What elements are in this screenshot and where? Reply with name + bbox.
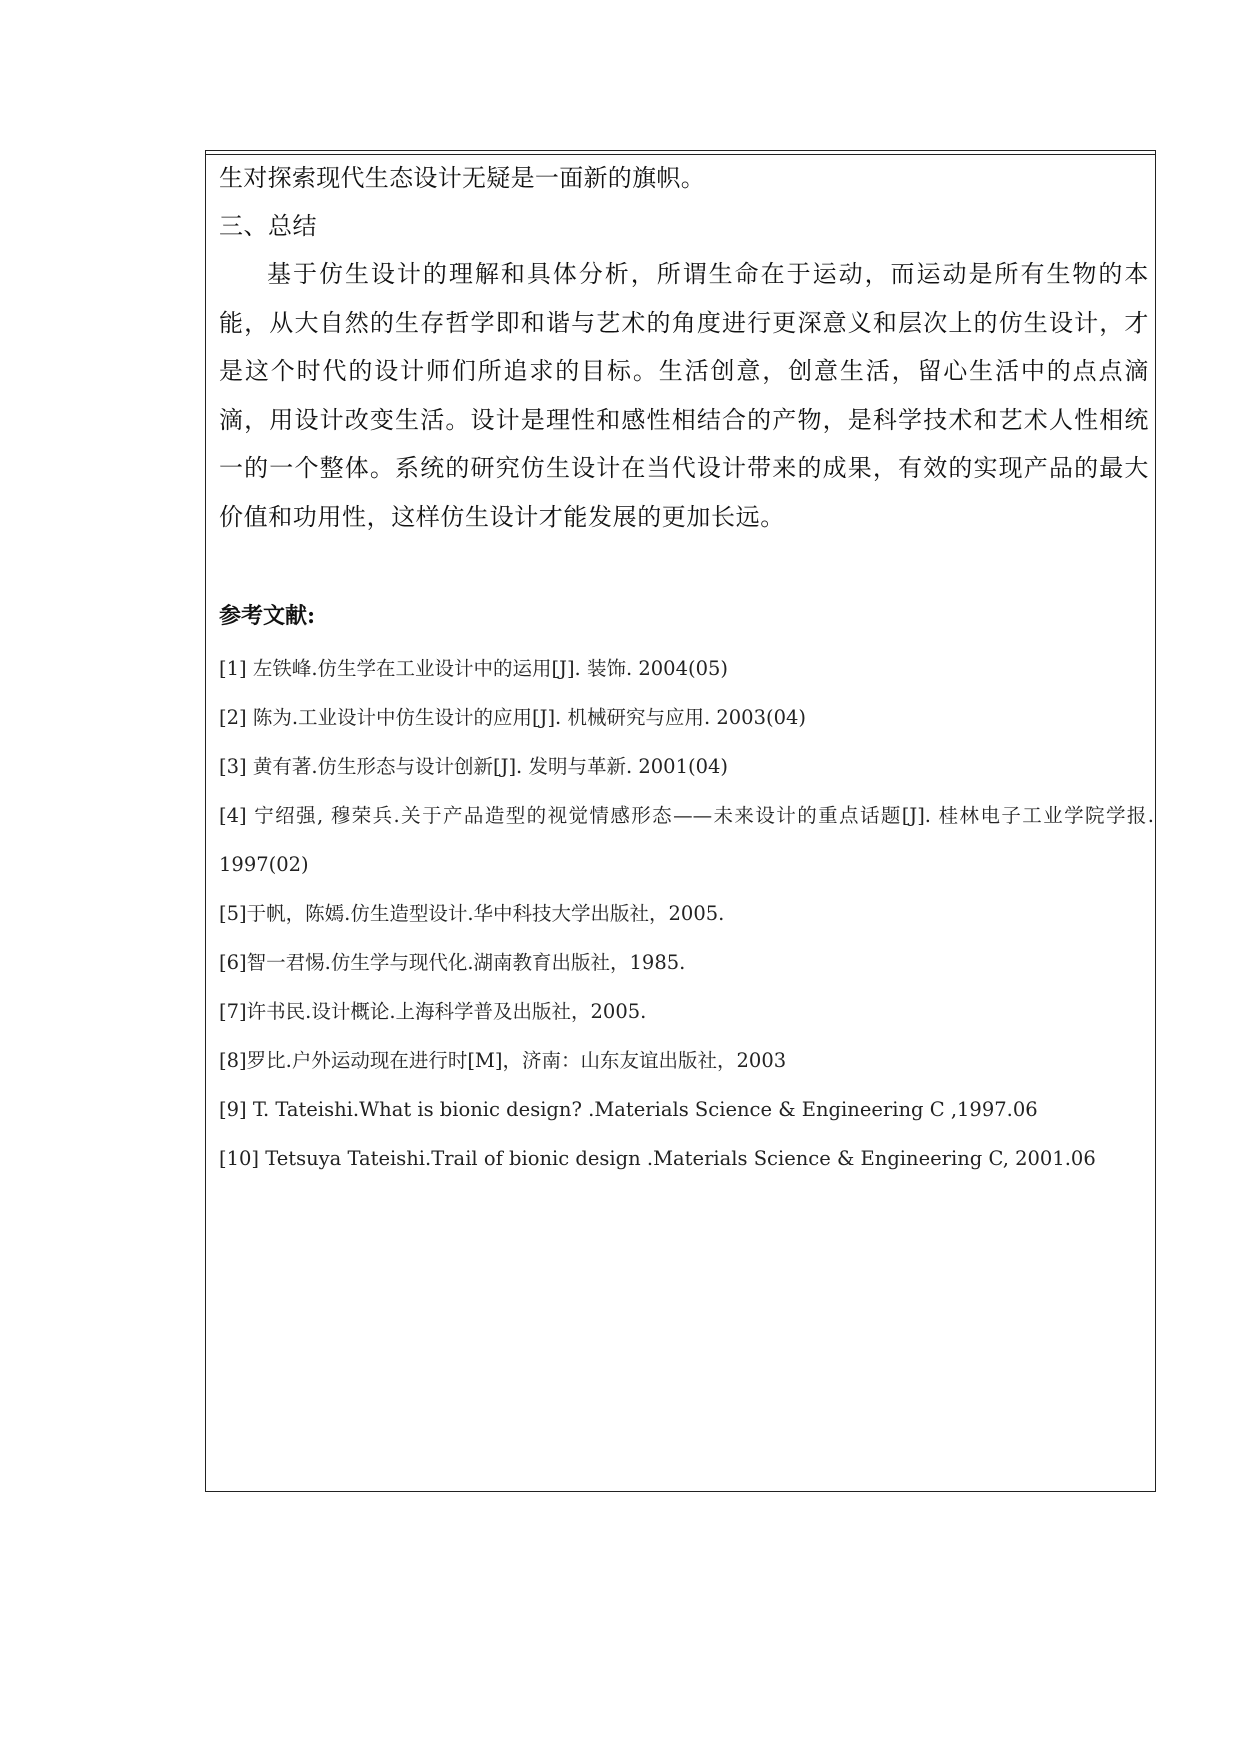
- page-content: [219, 154, 1154, 1170]
- reference-item: [2] 陈为.工业设计中仿生设计的应用[J]. 机械研究与应用. 2003(04): [219, 706, 806, 729]
- reference-item: [8]罗比.户外运动现在进行时[M]，济南：山东友谊出版社，2003: [219, 1049, 787, 1072]
- reference-item: [3] 黄有著.仿生形态与设计创新[J]. 发明与革新. 2001(04): [219, 755, 728, 778]
- section-heading-summary: 三、总结: [219, 212, 317, 240]
- summary-paragraph: 基于仿生设计的理解和具体分析，所谓生命在于运动，而运动是所有生物的本能，从大自然的生存哲学即和谐与艺术的角度进行更深意义和层次上的仿生设计，才是这个时代的设计师们所追求的目标。生活创意，创意生活，留心生活中的点点滴滴，用设计改变生活。设计是理性和感性相结合的产物，是科学技术和艺术人性相统一的一个整体。系统的研究仿生设计在当代设计带来的成果，有效的实现产品的最大价值和功用性，这样仿生设计才能发展的更加长远。: [219, 260, 1149, 531]
- references-heading: 参考文献:: [219, 603, 316, 629]
- reference-item: [4] 宁绍强, 穆荣兵.关于产品造型的视觉情感形态——未来设计的重点话题[J]. 桂林电子工业学院学报. 1997(02): [219, 804, 1154, 876]
- reference-item: [5]于帆，陈嫣.仿生造型设计.华中科技大学出版社，2005.: [219, 902, 725, 925]
- reference-item: [10] Tetsuya Tateishi.Trail of bionic design .Materials Science & Engineering C, 2001.06: [219, 1147, 1096, 1170]
- reference-item: [7]许书民.设计概论.上海科学普及出版社，2005.: [219, 1000, 647, 1023]
- references-list: [219, 644, 1154, 1183]
- reference-item: [1] 左铁峰.仿生学在工业设计中的运用[J]. 装饰. 2004(05): [219, 657, 728, 680]
- reference-item: [9] T. Tateishi.What is bionic design? .Materials Science & Engineering C ,1997.06: [219, 1098, 1038, 1121]
- reference-item: [6]智一君惕.仿生学与现代化.湖南教育出版社，1985.: [219, 951, 686, 974]
- continuation-line: 生对探索现代生态设计无疑是一面新的旗帜。: [219, 164, 705, 192]
